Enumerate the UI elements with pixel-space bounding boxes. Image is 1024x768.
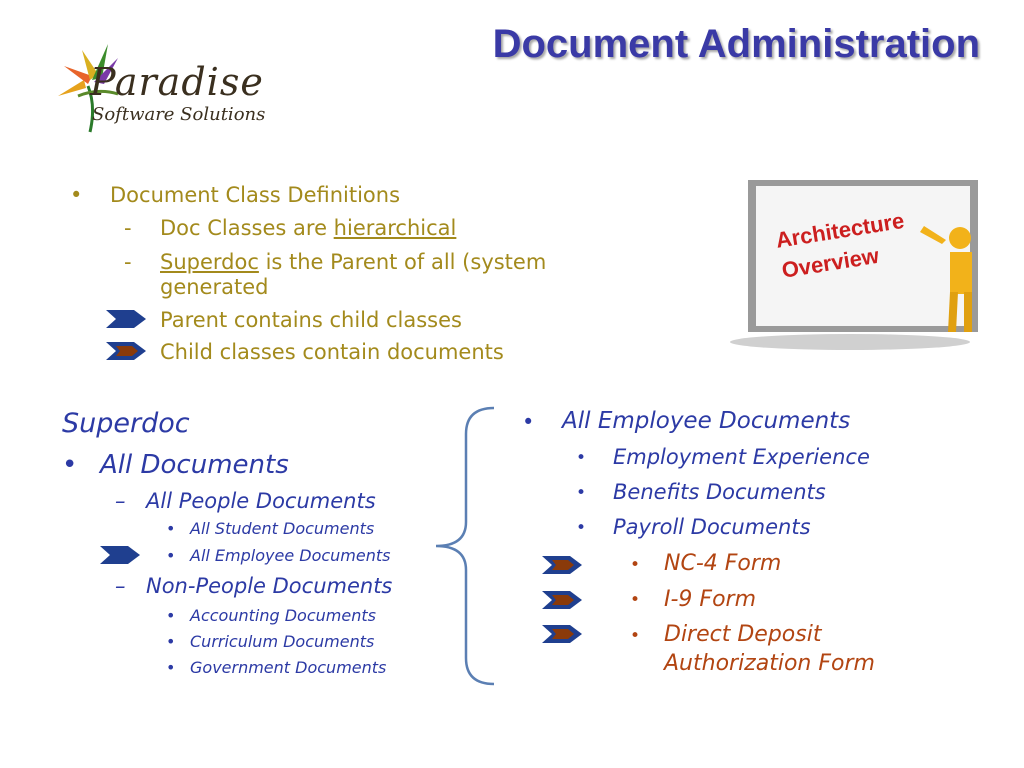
chevron-right-icon bbox=[540, 623, 584, 645]
list-item bbox=[160, 216, 456, 240]
logo-subtitle: Software Solutions bbox=[92, 104, 266, 125]
list-item-text: Doc Classes are bbox=[160, 216, 334, 240]
tree-item: Non-People Documents bbox=[146, 574, 393, 598]
page-title: Document Administration bbox=[492, 22, 980, 66]
list-item: Document Class Definitions bbox=[110, 183, 401, 207]
list-item-continued: Authorization Form bbox=[664, 651, 875, 676]
dash-glyph: – bbox=[115, 574, 126, 598]
list-heading: All Employee Documents bbox=[562, 408, 851, 434]
list-item bbox=[160, 250, 546, 274]
bullet-glyph: • bbox=[166, 519, 176, 538]
bullet-glyph: • bbox=[166, 606, 176, 625]
list-item: Child classes contain documents bbox=[160, 340, 504, 364]
bullet-glyph: • bbox=[62, 450, 78, 480]
bullet-glyph: • bbox=[166, 546, 176, 565]
list-item: Payroll Documents bbox=[613, 515, 811, 539]
bullet-glyph: • bbox=[630, 555, 641, 575]
list-item: I-9 Form bbox=[664, 587, 757, 612]
list-item: Benefits Documents bbox=[613, 480, 826, 504]
logo-wordmark: Paradise bbox=[90, 60, 264, 104]
dash-glyph: – bbox=[115, 489, 126, 513]
superdoc-link[interactable]: Superdoc bbox=[160, 250, 259, 274]
chevron-right-icon bbox=[540, 589, 584, 611]
list-item: Direct Deposit bbox=[664, 622, 822, 647]
tree-item: Government Documents bbox=[190, 658, 387, 677]
architecture-label: Architecture bbox=[773, 207, 906, 253]
tree-item: All People Documents bbox=[146, 489, 376, 513]
hierarchical-link[interactable]: hierarchical bbox=[333, 216, 457, 240]
bullet-glyph: • bbox=[70, 183, 83, 207]
list-item: Employment Experience bbox=[613, 445, 870, 469]
bullet-glyph: • bbox=[166, 632, 176, 651]
bullet-glyph: • bbox=[630, 626, 641, 646]
dash-glyph: - bbox=[124, 250, 132, 274]
tree-item: All Employee Documents bbox=[190, 546, 391, 565]
tree-root: Superdoc bbox=[62, 408, 190, 439]
list-item: Parent contains child classes bbox=[160, 308, 462, 332]
tree-item: Curriculum Documents bbox=[190, 632, 375, 651]
tree-item: All Student Documents bbox=[190, 519, 375, 538]
tree-item: Accounting Documents bbox=[190, 606, 376, 625]
bullet-glyph: • bbox=[576, 448, 587, 468]
list-item: NC-4 Form bbox=[664, 551, 782, 576]
chevron-right-icon bbox=[98, 544, 142, 566]
bullet-glyph: • bbox=[576, 518, 587, 538]
bullet-glyph: • bbox=[576, 483, 587, 503]
bullet-glyph: • bbox=[522, 410, 535, 434]
bullet-glyph: • bbox=[166, 658, 176, 677]
dash-glyph: - bbox=[124, 216, 132, 240]
curly-brace-icon bbox=[428, 404, 498, 688]
chevron-right-icon bbox=[540, 554, 584, 576]
list-item-text: generated bbox=[160, 275, 269, 299]
list-item-text: is the Parent of all (system bbox=[258, 250, 547, 274]
bullet-glyph: • bbox=[630, 590, 641, 610]
chevron-right-icon bbox=[104, 308, 148, 330]
overview-label: Overview bbox=[779, 242, 881, 283]
chevron-right-icon bbox=[104, 340, 148, 362]
tree-item: All Documents bbox=[100, 450, 289, 480]
